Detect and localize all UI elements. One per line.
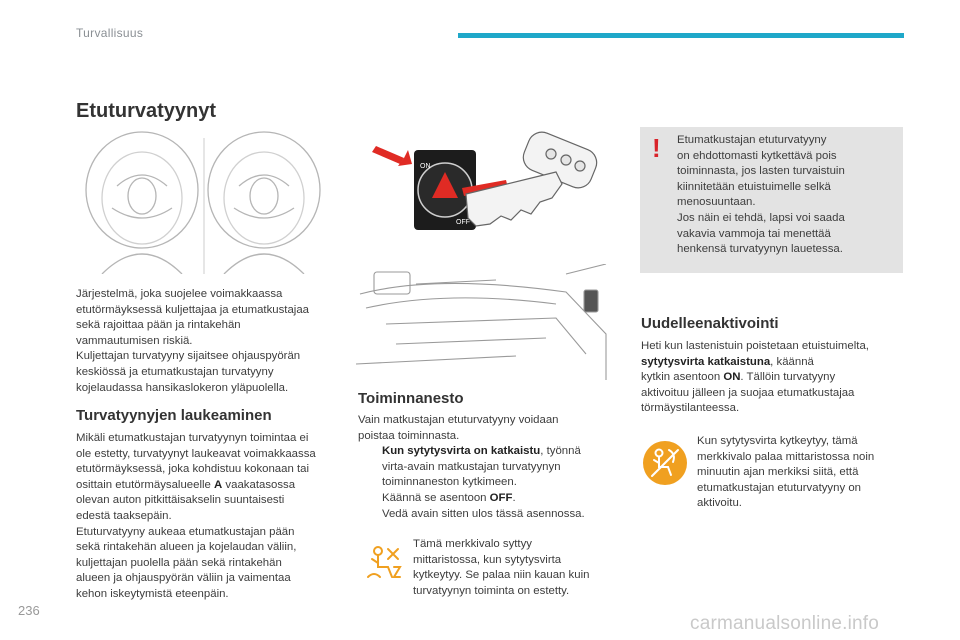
bullet-text: . [512, 491, 516, 504]
deploy-heading: Turvatyynyjen laukeaminen [76, 407, 272, 424]
bullet-item [358, 444, 620, 460]
deploy-line: olevan auton pitkittäisakselin suuntaisesti [76, 494, 285, 507]
airbag-off-warning-icon [364, 543, 404, 583]
indicator-line: Tämä merkkivalo syttyy [413, 538, 532, 550]
switch-off-label: OFF [456, 219, 470, 226]
indicator-line: aktivoitu. [697, 497, 742, 510]
warning-line: vakavia vammoja tai menettää [677, 227, 831, 240]
deactivation-line: Vain matkustajan etuturvatyyny voidaan [358, 414, 559, 426]
reactivation-text: , käännä [770, 355, 814, 368]
reactivation-line: Heti kun lastenistuin poistetaan etuistuimelta, [641, 340, 869, 352]
bullet-text: Käännä se asentoon [382, 491, 490, 504]
bullet-text: , työnnä [540, 445, 581, 458]
watermark: carmanualsonline.info [690, 613, 880, 634]
deploy-line: alueen ja ohjauspyörän väliin ja vaimentaa [76, 572, 291, 585]
reactivation-paragraph [641, 339, 903, 417]
reactivation-line: aktivoituu jälleen ja suojaa etumatkustajaa [641, 386, 855, 399]
bullet-bold-text: OFF [489, 491, 513, 504]
deploy-paragraph [76, 431, 346, 603]
deploy-line: Mikäli etumatkustajan turvatyynyn toimintaa ei [76, 432, 309, 444]
intro-paragraph [76, 287, 346, 396]
dashboard-illustration [356, 264, 620, 380]
page-title: Etuturvatyynyt [76, 100, 217, 122]
deploy-line: etutörmäyksessä, joka kohdistuu kokonaan tai [76, 463, 310, 476]
deploy-line: kehon iskeytymistä eteenpäin. [76, 587, 229, 600]
bullet-continuation: virta-avain matkustajan turvatyynyn [382, 460, 561, 473]
deactivation-indicator-text [413, 537, 618, 599]
indicator-line: Kun sytytysvirta kytkeytyy, tämä [697, 435, 858, 447]
warning-text [677, 133, 897, 258]
bullet-bold-text: Kun sytytysvirta on katkaistu [382, 445, 541, 458]
indicator-line: etumatkustajan etuturvatyyny on [697, 481, 861, 494]
reactivation-bold: sytytysvirta katkaistuna [641, 355, 771, 368]
reactivation-text: . Tällöin turvatyyny [740, 371, 836, 384]
reactivation-line [641, 370, 903, 386]
deploy-line: Etuturvatyyny aukeaa etumatkustajan pään [76, 525, 295, 538]
reactivation-line [641, 355, 903, 371]
header-title: Turvallisuus [76, 26, 144, 40]
indicator-line: turvatyynyn toiminta on estetty. [413, 584, 570, 597]
deactivation-heading: Toiminnanesto [358, 390, 464, 407]
deploy-text: vaakatasossa [222, 478, 296, 491]
deploy-text: osittain etutörmäysalueelle [76, 478, 215, 491]
deploy-line: kuljettajan puolella pään sekä rintakehän [76, 556, 282, 569]
deploy-line: sekä rintakehän alueen ja kojelaudan väliin, [76, 541, 297, 554]
deactivation-paragraph [358, 413, 620, 522]
indicator-line: kytkeytyy. Se palaa niin kauan kuin [413, 569, 590, 582]
indicator-line: mittaristossa, kun sytytysvirta [413, 553, 562, 566]
warning-line: menosuuntaan. [677, 196, 756, 209]
key-switch-illustration [356, 128, 620, 256]
warning-line: Jos näin ei tehdä, lapsi voi saada [677, 211, 845, 224]
reactivation-line: törmäystilanteessa. [641, 402, 740, 415]
zone-a-label: A [214, 478, 223, 491]
warning-line: on ehdottomasti kytkettävä pois [677, 149, 837, 162]
intro-line: keskiössä ja etumatkustajan turvatyyny [76, 365, 274, 378]
reactivation-indicator-text [697, 434, 907, 512]
bullet-text: Vedä avain sitten ulos tässä asennossa. [382, 507, 585, 520]
header-accent-bar [458, 33, 904, 38]
airbag-illustration [82, 128, 322, 274]
deactivation-line: poistaa toiminnasta. [358, 429, 460, 442]
bullet-continuation: toiminnaneston kytkimeen. [382, 476, 517, 489]
page-number: 236 [18, 603, 40, 618]
indicator-line: minuutin ajan merkiksi siitä, että [697, 466, 859, 479]
airbag-on-indicator-icon [642, 440, 688, 486]
deploy-line: edestä taaksepäin. [76, 509, 172, 522]
reactivation-text: kytkin asentoon [641, 371, 724, 384]
bullet-item [358, 507, 620, 523]
intro-line: kojelaudassa hansikaslokeron yläpuolella. [76, 381, 289, 394]
warning-line: henkensä turvatyynyn lauetessa. [677, 243, 843, 256]
deploy-line: ole estetty, turvatyynyt laukeavat voimakkaassa [76, 447, 316, 460]
intro-line: sekä rajoittaa pään ja rintakehän [76, 319, 241, 332]
bullet-item [358, 491, 620, 507]
exclamation-icon: ! [652, 133, 661, 163]
switch-on-label: ON [420, 163, 431, 170]
warning-line: Etumatkustajan etuturvatyyny [677, 134, 827, 146]
intro-line: Järjestelmä, joka suojelee voimakkaassa [76, 288, 283, 300]
intro-line: etutörmäyksessä kuljettajaa ja etumatkustajaa [76, 303, 309, 316]
reactivation-heading: Uudelleenaktivointi [641, 315, 779, 332]
indicator-line: merkkivalo palaa mittaristossa noin [697, 450, 875, 463]
warning-line: toiminnasta, jos lasten turvaistuin [677, 165, 845, 178]
warning-line: kiinnitetään etuistuimelle selkä [677, 180, 831, 193]
warning-box [640, 127, 903, 273]
reactivation-bold: ON [723, 371, 741, 384]
intro-line: Kuljettajan turvatyyny sijaitsee ohjauspyörän [76, 350, 301, 363]
intro-line: vammautumisen riskiä. [76, 334, 193, 347]
deploy-line [76, 478, 346, 494]
